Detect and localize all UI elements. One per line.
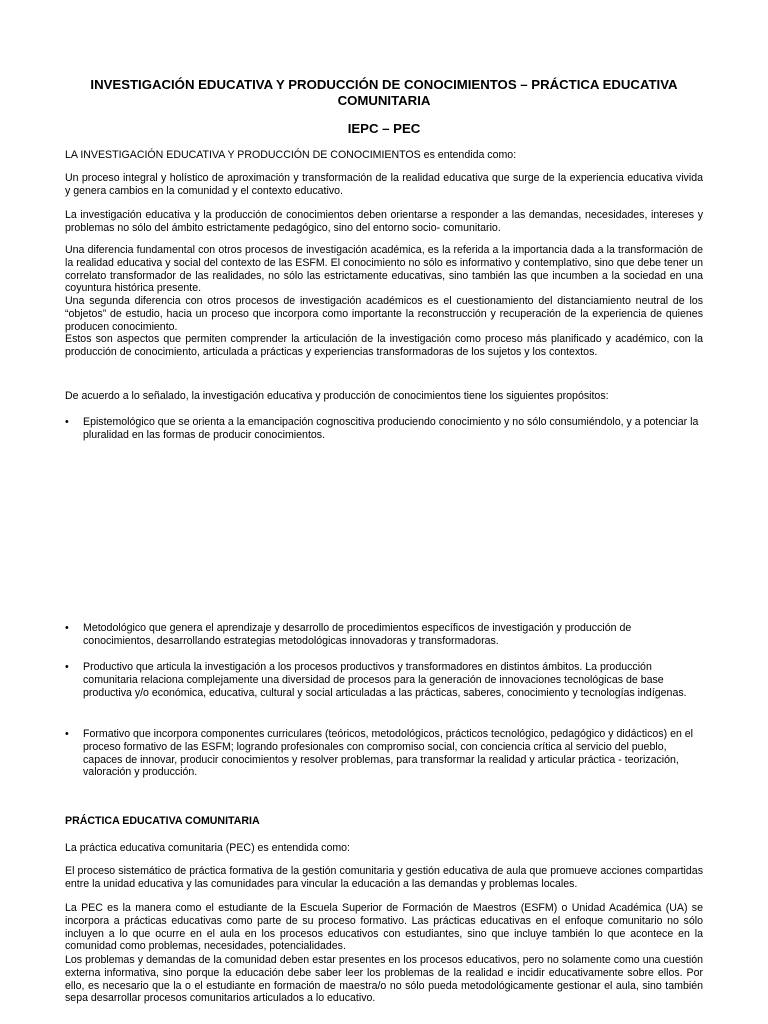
document-title: INVESTIGACIÓN EDUCATIVA Y PRODUCCIÓN DE CONOCIMIENTOS – PRÁCTICA EDUCATIVA COMUNITARIA: [90, 77, 678, 108]
list-item-text: Metodológico que genera el aprendizaje y desarrollo de procedimientos específicos de investigación y producción de conocimientos, desarrollando estrategias metodológicas innovadoras y transformadoras.: [83, 622, 632, 647]
intro-paragraph: LA INVESTIGACIÓN EDUCATIVA Y PRODUCCIÓN DE CONOCIMIENTOS es entendida como:: [65, 149, 517, 161]
pec-paragraph-1: El proceso sistemático de práctica formativa de la gestión comunitaria y gestión educativa de aula que promueve acciones compartidas entre la unidad educativa y las comunidades para vincular la educación a las demandas y problemas locales.: [65, 865, 703, 890]
paragraph-3: Una diferencia fundamental con otros procesos de investigación académica, es la referida a la importancia dada a la transformación de la realidad educativa y social del contexto de las ESFM. El conocimiento no sólo es informativo y contemplativo, sino que debe tener un correlato transformador de las realidades, no sólo las estrictamente educativas, sino también las que incumben a la sociedad en una coyuntura histórica presente.: [65, 244, 703, 295]
bullet-marker: •: [65, 416, 69, 428]
section-heading-pec: PRÁCTICA EDUCATIVA COMUNITARIA: [65, 815, 260, 827]
list-item-epistemologico: [65, 416, 703, 442]
paragraph-2: La investigación educativa y la producción de conocimientos deben orientarse a responder a las demandas, necesidades, intereses y problemas no sólo del ámbito estrictamente pedagógico, sino del entorno socio- comunitario.: [65, 209, 703, 234]
pec-intro: La práctica educativa comunitaria (PEC) es entendida como:: [65, 842, 351, 854]
list-item-formativo: [65, 728, 703, 779]
paragraph-5: Estos son aspectos que permiten comprender la articulación de la investigación como proceso más planificado y académico, con la producción de conocimiento, articulada a prácticas y experiencias transformadoras de los sujetos y los contextos.: [65, 333, 703, 358]
pec-paragraph-3: Los problemas y demandas de la comunidad deben estar presentes en los procesos educativos, pero no solamente como una cuestión externa informativa, sino porque la educación debe saber leer los problemas de la realidad e incidir educativamente sobre ellos. Por ello, es necesario que la o el estudiante en formación de maestra/o no sólo pueda metodológicamente gestionar el aula, sino también sepa desarrollar procesos comunitarios articulados a lo educativo.: [65, 954, 703, 1005]
bullet-marker: •: [65, 728, 69, 740]
document-subtitle: IEPC – PEC: [347, 121, 421, 136]
paragraph-1: Un proceso integral y holístico de aproximación y transformación de la realidad educativa que surge de la experiencia educativa vivida y genera cambios en la comunidad y el contexto educativo.: [65, 172, 703, 197]
bullet-marker: •: [65, 622, 69, 634]
purposes-intro: De acuerdo a lo señalado, la investigación educativa y producción de conocimientos tiene los siguientes propósitos:: [65, 390, 609, 402]
list-item-text: Epistemológico que se orienta a la emancipación cognoscitiva produciendo conocimiento y no sólo consumiéndolo, y a potenciar la pluralidad en las formas de producir conocimientos.: [83, 416, 699, 441]
paragraph-4: Una segunda diferencia con otros procesos de investigación académicos es el cuestionamiento del distanciamiento neutral de los “objetos” de estudio, hacia un proceso que incorpora como importante la reconstrucción y recuperación de la experiencia de quienes producen conocimiento.: [65, 295, 703, 333]
list-item-text: Productivo que articula la investigación a los procesos productivos y transformadores en distintos ámbitos. La producción comunitaria relaciona complejamente una diversidad de procesos para la generación de innovaciones tecnológicas de base productiva y/o económica, educativa, cultural y social articuladas a las prácticas, saberes, conocimiento y tecnologías indígenas.: [83, 661, 687, 699]
bullet-marker: •: [65, 661, 69, 673]
list-item-metodologico: [65, 622, 703, 648]
list-item-productivo: [65, 661, 703, 699]
pec-paragraph-2: La PEC es la manera como el estudiante de la Escuela Superior de Formación de Maestros (ESFM) o Unidad Académica (UA) se incorpora a prácticas educativas como parte de su proceso formativo. Las prácticas educativas en el enfoque comunitario no sólo incluyen a lo que ocurre en el aula en los procesos educativos con estudiantes, sino que incluye también lo que acontece en la comunidad como problemas, necesidades, potencialidades.: [65, 902, 703, 953]
list-item-text: Formativo que incorpora componentes curriculares (teóricos, metodológicos, prácticos tecnológico, pedagógico y didácticos) en el proceso formativo de las ESFM; logrando profesionales con compromiso social, con conciencia crítica al servicio del pueblo, capaces de innovar, producir conocimientos y resolver problemas, para transformar la realidad y articular práctica - teorización, valoración y producción.: [83, 728, 694, 779]
